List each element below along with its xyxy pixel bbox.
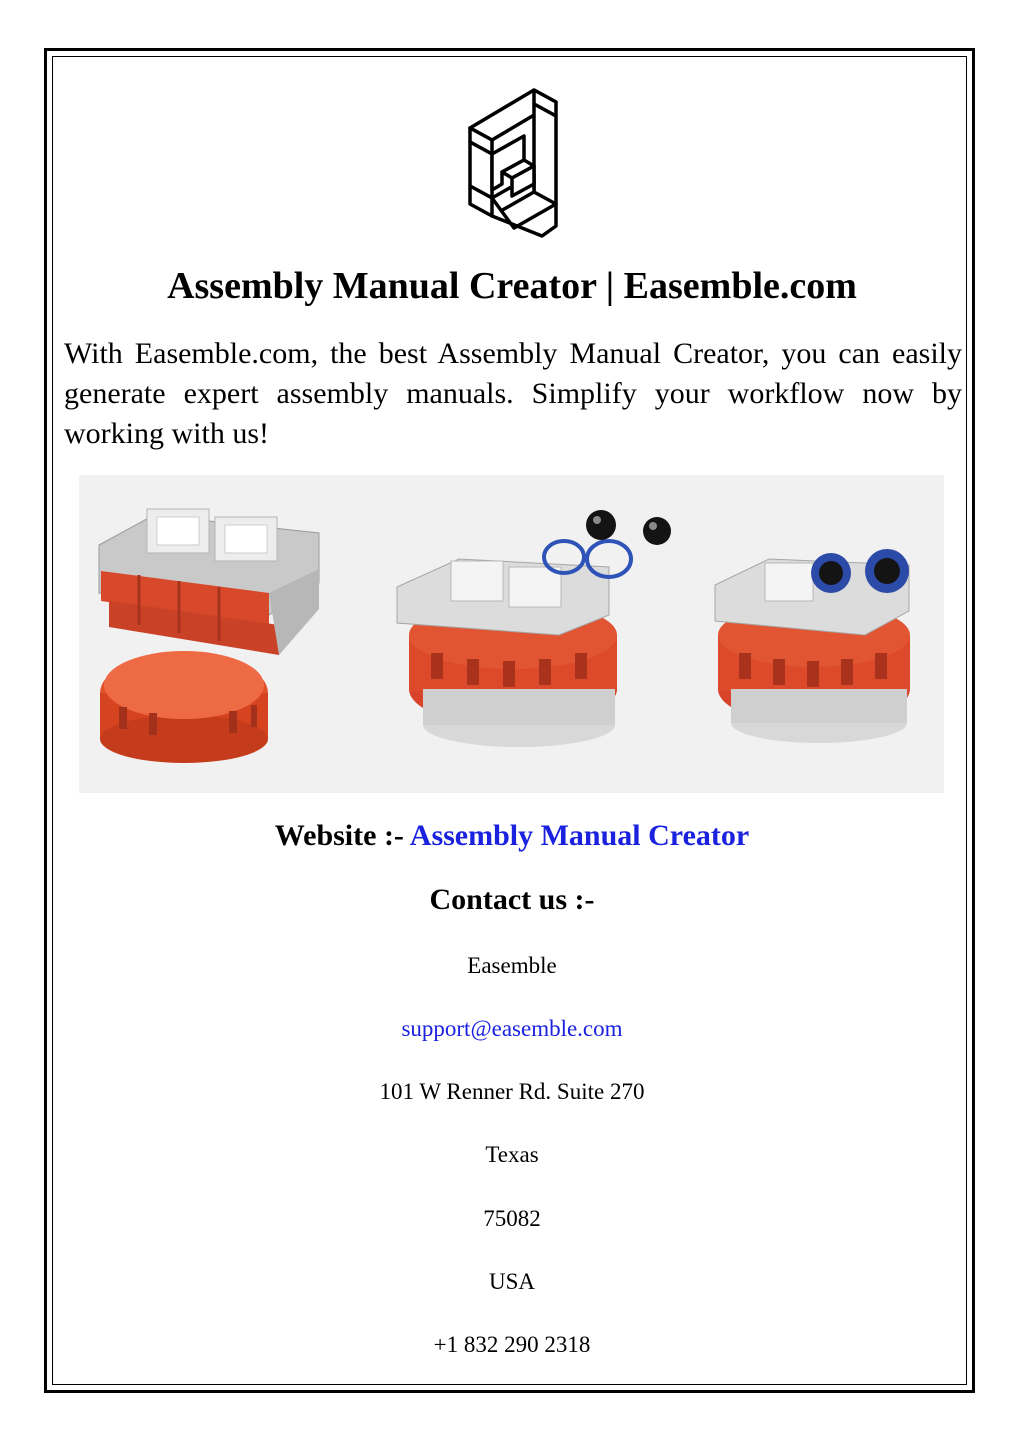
easemble-logo-icon <box>462 86 562 238</box>
contact-country: USA <box>488 1269 535 1294</box>
contact-address: 101 W Renner Rd. Suite 270 <box>379 1079 645 1104</box>
page-title: Assembly Manual Creator | Easemble.com <box>167 265 857 307</box>
intro-paragraph: With Easemble.com, the best Assembly Manual Creator, you can easily generate expert assembly manuals. Simplify your workflow now by working with us! <box>64 337 962 450</box>
contact-company: Easemble <box>467 953 557 978</box>
contact-email-link[interactable]: support@easemble.com <box>401 1016 623 1041</box>
website-link[interactable]: Assembly Manual Creator <box>409 819 750 852</box>
contact-zip: 75082 <box>483 1206 541 1231</box>
contact-heading: Contact us :- <box>429 883 595 916</box>
assembly-product-image <box>79 475 944 793</box>
contact-phone: +1 832 290 2318 <box>433 1332 591 1357</box>
product-part-complete-assembly <box>715 549 910 743</box>
website-line <box>60 816 964 856</box>
contact-state: Texas <box>485 1142 539 1167</box>
website-label: Website :- <box>274 819 410 852</box>
